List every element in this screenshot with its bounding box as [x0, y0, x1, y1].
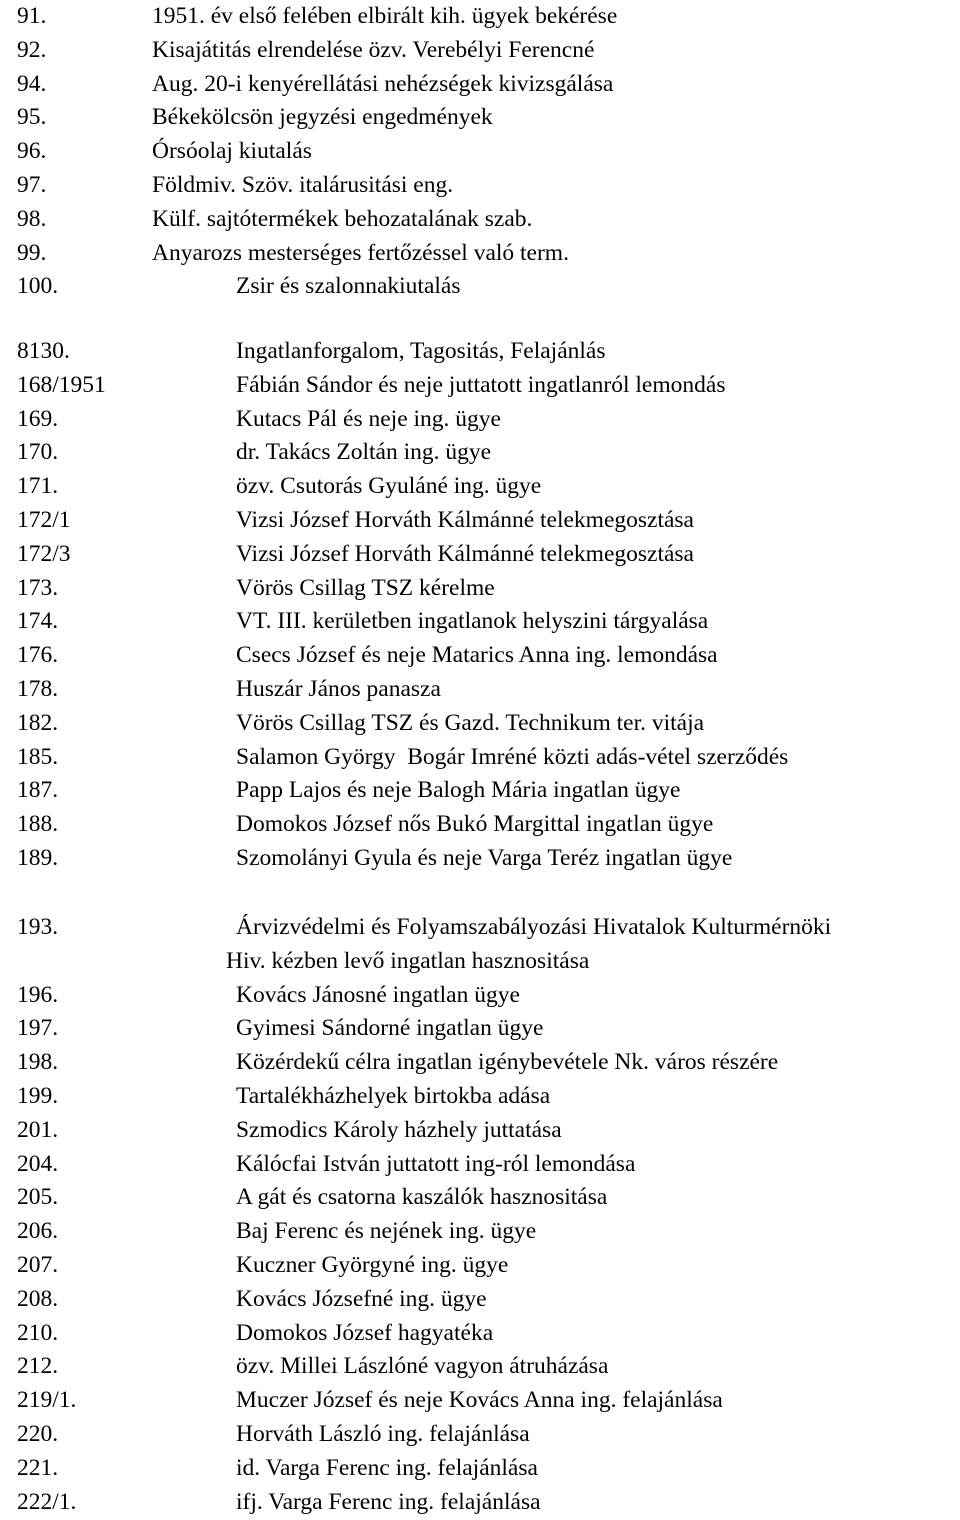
entry-number: 206.: [17, 1218, 59, 1245]
entry-number: 168/1951: [17, 371, 106, 398]
entry-text: Közérdekű célra ingatlan igénybevétele Nk. város részére: [236, 1049, 779, 1076]
entry-text: Muczer József és neje Kovács Anna ing. felajánlása: [236, 1387, 723, 1414]
entry-number: 196.: [17, 981, 59, 1008]
list-item: [0, 842, 960, 876]
entry-number: 204.: [17, 1150, 59, 1177]
list-item: [0, 572, 960, 606]
entry-text: Vizsi József Horváth Kálmánné telekmegosztása: [236, 540, 694, 567]
entry-text: Kutacs Pál és neje ing. ügye: [236, 405, 501, 432]
list-item: [0, 1114, 960, 1148]
entry-number: 189.: [17, 844, 59, 871]
list-item: [0, 1452, 960, 1486]
entry-number: 98.: [17, 205, 47, 232]
list-item: [0, 34, 960, 68]
entry-text: Kovács Jánosné ingatlan ügye: [236, 981, 520, 1008]
entry-text: Vörös Csillag TSZ kérelme: [236, 574, 495, 601]
list-item: [0, 403, 960, 437]
entry-text: Árvizvédelmi és Folyamszabályozási Hivatalok Kulturmérnöki: [236, 914, 832, 940]
entry-text: Szomolányi Gyula és neje Varga Teréz ingatlan ügye: [236, 844, 733, 871]
entry-number: 96.: [17, 138, 47, 165]
entry-number: 201.: [17, 1116, 59, 1143]
list-item: [0, 1249, 960, 1283]
entry-text: VT. III. kerületben ingatlanok helyszini tárgyalása: [236, 608, 709, 635]
entry-number: 172/3: [17, 540, 71, 567]
list-item: [0, 68, 960, 102]
entry-text: 1951. év első felében elbirált kih. ügyek bekérése: [152, 3, 618, 29]
list-item: [0, 1350, 960, 1384]
entry-text: Horváth László ing. felajánlása: [236, 1420, 530, 1447]
entry-text: Papp Lajos és neje Balogh Mária ingatlan ügye: [236, 777, 681, 804]
entry-number: 174.: [17, 608, 59, 635]
entry-number: 197.: [17, 1015, 59, 1042]
entry-text: Vizsi József Horváth Kálmánné telekmegosztása: [236, 506, 694, 533]
entry-number: 171.: [17, 473, 59, 500]
entry-number: 97.: [17, 171, 47, 198]
list-item: [0, 1181, 960, 1215]
list-item: [0, 436, 960, 470]
list-item: [0, 237, 960, 271]
list-item: [0, 774, 960, 808]
entry-number: 220.: [17, 1420, 59, 1447]
entry-text: özv. Millei Lászlóné vagyon átruházása: [236, 1353, 609, 1380]
list-item: [0, 470, 960, 504]
list-item: [0, 1486, 960, 1520]
list-item: [0, 741, 960, 775]
list-item: [0, 979, 960, 1013]
entry-number: 212.: [17, 1353, 59, 1380]
entry-text: ifj. Varga Ferenc ing. felajánlása: [236, 1488, 541, 1515]
entry-number: 91.: [17, 3, 47, 29]
list-item: [0, 0, 960, 34]
entry-number: 208.: [17, 1285, 59, 1312]
entry-text: Csecs József és neje Matarics Anna ing. lemondása: [236, 642, 718, 669]
entry-text: özv. Csutorás Gyuláné ing. ügye: [236, 473, 542, 500]
entry-number: 199.: [17, 1082, 59, 1109]
entry-text: Gyimesi Sándorné ingatlan ügye: [236, 1015, 544, 1042]
list-item: [0, 538, 960, 572]
entry-text: dr. Takács Zoltán ing. ügye: [236, 439, 492, 466]
entry-number: 188.: [17, 811, 59, 838]
list-item: [0, 504, 960, 538]
entry-number: 169.: [17, 405, 59, 432]
entry-number: 176.: [17, 642, 59, 669]
entry-text: Hiv. kézben levő ingatlan hasznositása: [226, 947, 590, 974]
entry-number: 221.: [17, 1454, 59, 1481]
list-item: [0, 639, 960, 673]
list-item: [0, 1283, 960, 1317]
entry-text: Domokos József nős Bukó Margittal ingatlan ügye: [236, 811, 714, 838]
list-item: [0, 1317, 960, 1351]
entry-number: 173.: [17, 574, 59, 601]
list-item: [0, 369, 960, 403]
entry-text: Huszár János panasza: [236, 675, 441, 702]
entry-number: 170.: [17, 439, 59, 466]
list-item: [0, 1384, 960, 1418]
list-item: [0, 707, 960, 741]
entry-text: Vörös Csillag TSZ és Gazd. Technikum ter. vitája: [236, 709, 705, 736]
entry-text: A gát és csatorna kaszálók hasznositása: [236, 1184, 608, 1211]
entry-number: 187.: [17, 777, 59, 804]
entry-text: Zsir és szalonnakiutalás: [236, 273, 461, 300]
entry-text: Kisajátitás elrendelése özv. Verebélyi Ferencné: [152, 36, 595, 63]
section-heading: [0, 335, 960, 369]
entry-number: 198.: [17, 1049, 59, 1076]
entry-text: Kuczner Györgyné ing. ügye: [236, 1251, 509, 1278]
entry-text: Békekölcsön jegyzési engedmények: [152, 104, 493, 131]
entry-list-section-a: [0, 0, 960, 304]
entry-number: 207.: [17, 1251, 59, 1278]
entry-number: 222/1.: [17, 1488, 77, 1515]
entry-number: 99.: [17, 239, 47, 266]
list-item: [0, 1418, 960, 1452]
entry-text: Külf. sajtótermékek behozatalának szab.: [152, 205, 533, 232]
list-item: [0, 673, 960, 707]
entry-text: Órsóolaj kiutalás: [152, 138, 312, 165]
entry-text: Aug. 20-i kenyérellátási nehézségek kivizsgálása: [152, 70, 614, 97]
list-item: [0, 135, 960, 169]
entry-number: 172/1: [17, 506, 71, 533]
entry-text: Anyarozs mesterséges fertőzéssel való term.: [152, 239, 569, 266]
list-item: [0, 1080, 960, 1114]
entry-text: Domokos József hagyatéka: [236, 1319, 494, 1346]
list-item: [0, 1012, 960, 1046]
list-item: [0, 1148, 960, 1182]
list-item: [0, 203, 960, 237]
entry-number: 193.: [17, 914, 59, 940]
entry-text: Baj Ferenc és nejének ing. ügye: [236, 1218, 537, 1245]
list-item: [0, 1215, 960, 1249]
list-item: [0, 270, 960, 304]
list-item: [0, 101, 960, 135]
entry-number: 185.: [17, 743, 59, 770]
entry-text: Fábián Sándor és neje juttatott ingatlanról lemondás: [236, 371, 726, 398]
entry-number: 8130.: [17, 338, 70, 364]
list-item-continuation: [0, 945, 960, 979]
entry-number: 182.: [17, 709, 59, 736]
entry-number: 94.: [17, 70, 47, 97]
entry-text: Földmiv. Szöv. italárusitási eng.: [152, 171, 454, 198]
entry-text: Kovács Józsefné ing. ügye: [236, 1285, 487, 1312]
entry-number: 219/1.: [17, 1387, 77, 1414]
list-item: [0, 808, 960, 842]
entry-text: Kálócfai István juttatott ing-ról lemondása: [236, 1150, 636, 1177]
entry-number: 210.: [17, 1319, 59, 1346]
entry-number: 205.: [17, 1184, 59, 1211]
entry-list-section-c: [0, 911, 960, 1519]
entry-number: 92.: [17, 36, 47, 63]
entry-number: 100.: [17, 273, 59, 300]
list-item: [0, 169, 960, 203]
entry-list-section-b: [0, 335, 960, 876]
entry-number: 178.: [17, 675, 59, 702]
list-item: [0, 605, 960, 639]
entry-text: id. Varga Ferenc ing. felajánlása: [236, 1454, 538, 1481]
entry-text: Tartalékházhelyek birtokba adása: [236, 1082, 551, 1109]
entry-text: Ingatlanforgalom, Tagositás, Felajánlás: [236, 338, 606, 364]
entry-text: Salamon György Bogár Imréné közti adás-vétel szerződés: [236, 743, 789, 770]
entry-number: 95.: [17, 104, 47, 131]
list-item: [0, 1046, 960, 1080]
entry-text: Szmodics Károly házhely juttatása: [236, 1116, 562, 1143]
list-item: [0, 911, 960, 945]
